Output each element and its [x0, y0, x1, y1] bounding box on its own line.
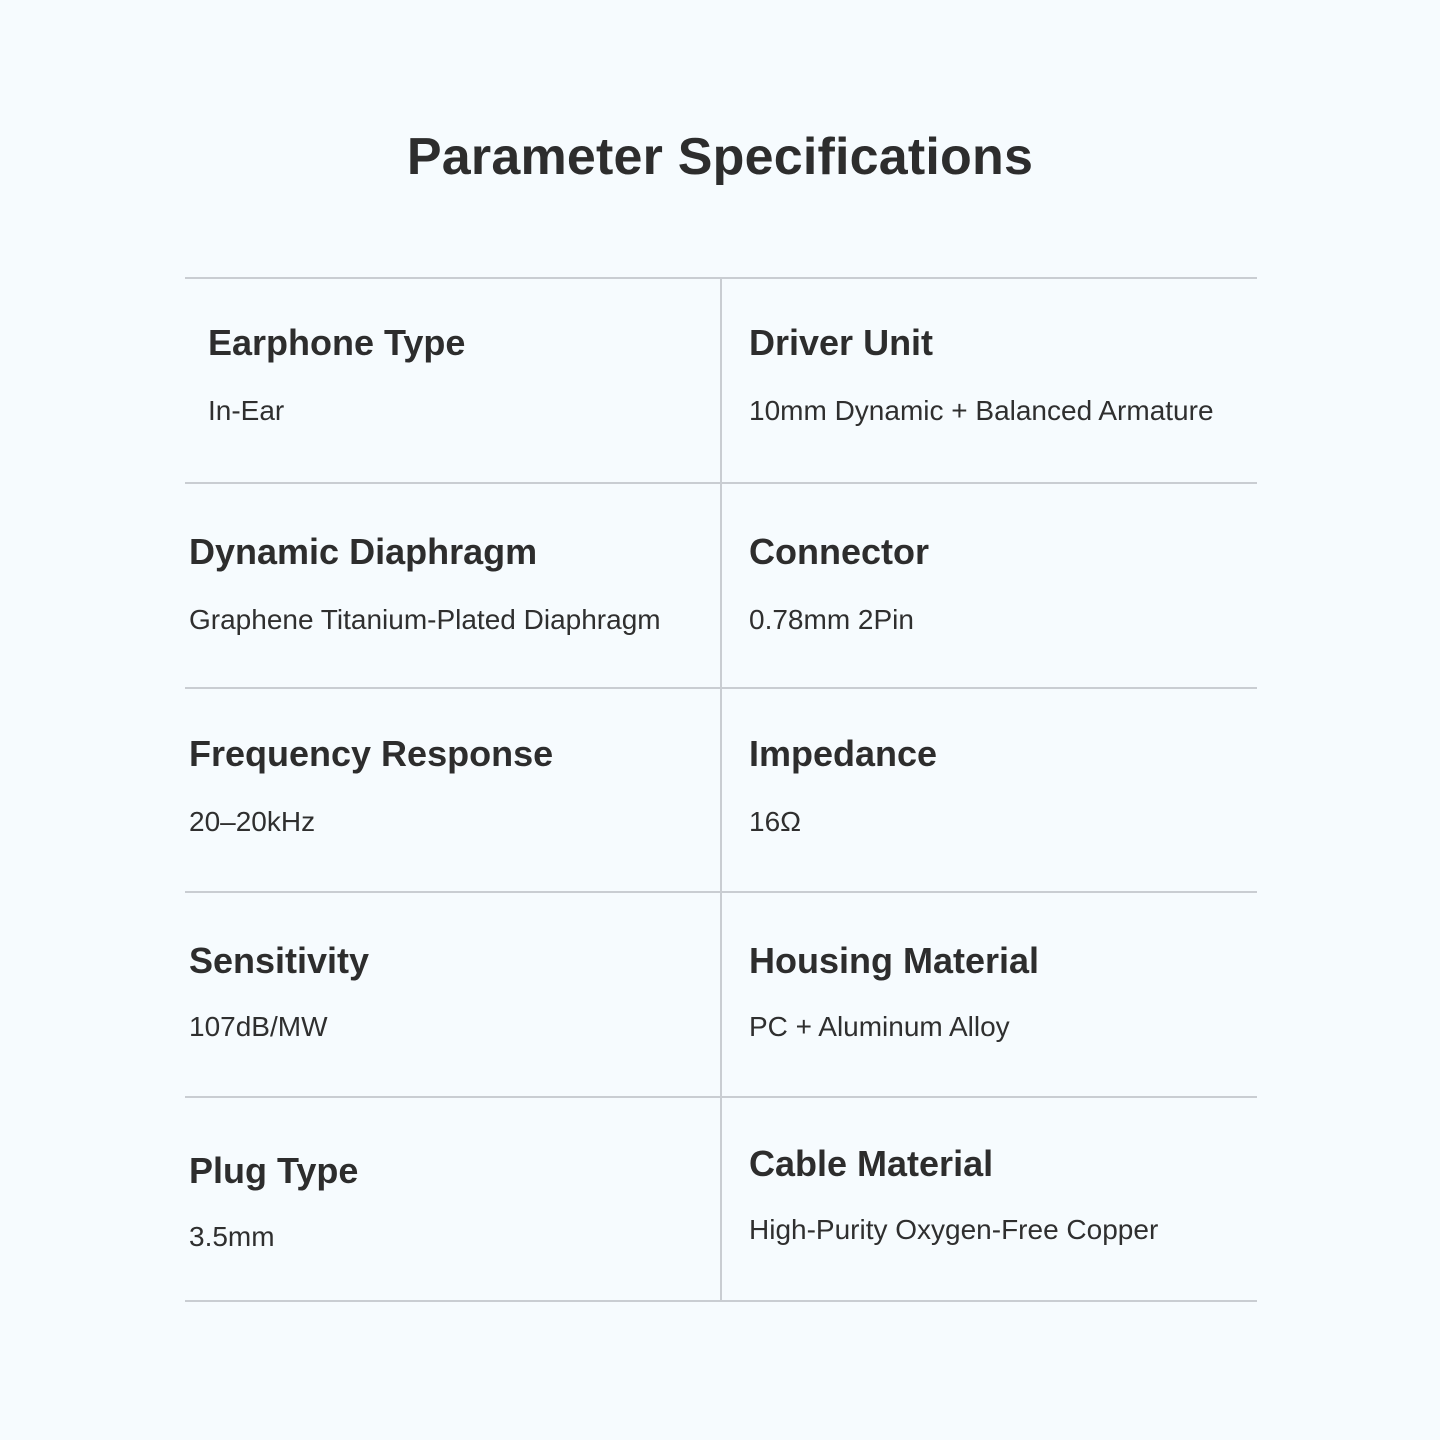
spec-value: PC + Aluminum Alloy: [749, 1011, 1010, 1042]
spec-label: Impedance: [749, 733, 938, 774]
spec-table: [185, 277, 1257, 1302]
spec-label: Earphone Type: [208, 322, 466, 363]
spec-value: Graphene Titanium-Plated Diaphragm: [189, 604, 661, 635]
spec-value: In-Ear: [208, 395, 285, 426]
spec-label: Connector: [749, 531, 929, 572]
spec-value: High-Purity Oxygen-Free Copper: [749, 1214, 1159, 1245]
spec-label: Cable Material: [749, 1143, 994, 1184]
spec-value: 20–20kHz: [189, 806, 316, 837]
spec-value: 0.78mm 2Pin: [749, 604, 914, 635]
page-title: Parameter Specifications: [406, 128, 1034, 186]
spec-label: Sensitivity: [189, 940, 370, 981]
spec-value: 16Ω: [749, 806, 802, 837]
spec-value: 10mm Dynamic + Balanced Armature: [749, 395, 1214, 426]
spec-value: 3.5mm: [189, 1221, 275, 1252]
column-divider: [720, 277, 722, 1302]
spec-label: Driver Unit: [749, 322, 934, 363]
spec-label: Housing Material: [749, 940, 1040, 981]
spec-value: 107dB/MW: [189, 1011, 328, 1042]
spec-label: Dynamic Diaphragm: [189, 531, 538, 572]
spec-label: Plug Type: [189, 1150, 359, 1191]
spec-label: Frequency Response: [189, 733, 554, 774]
